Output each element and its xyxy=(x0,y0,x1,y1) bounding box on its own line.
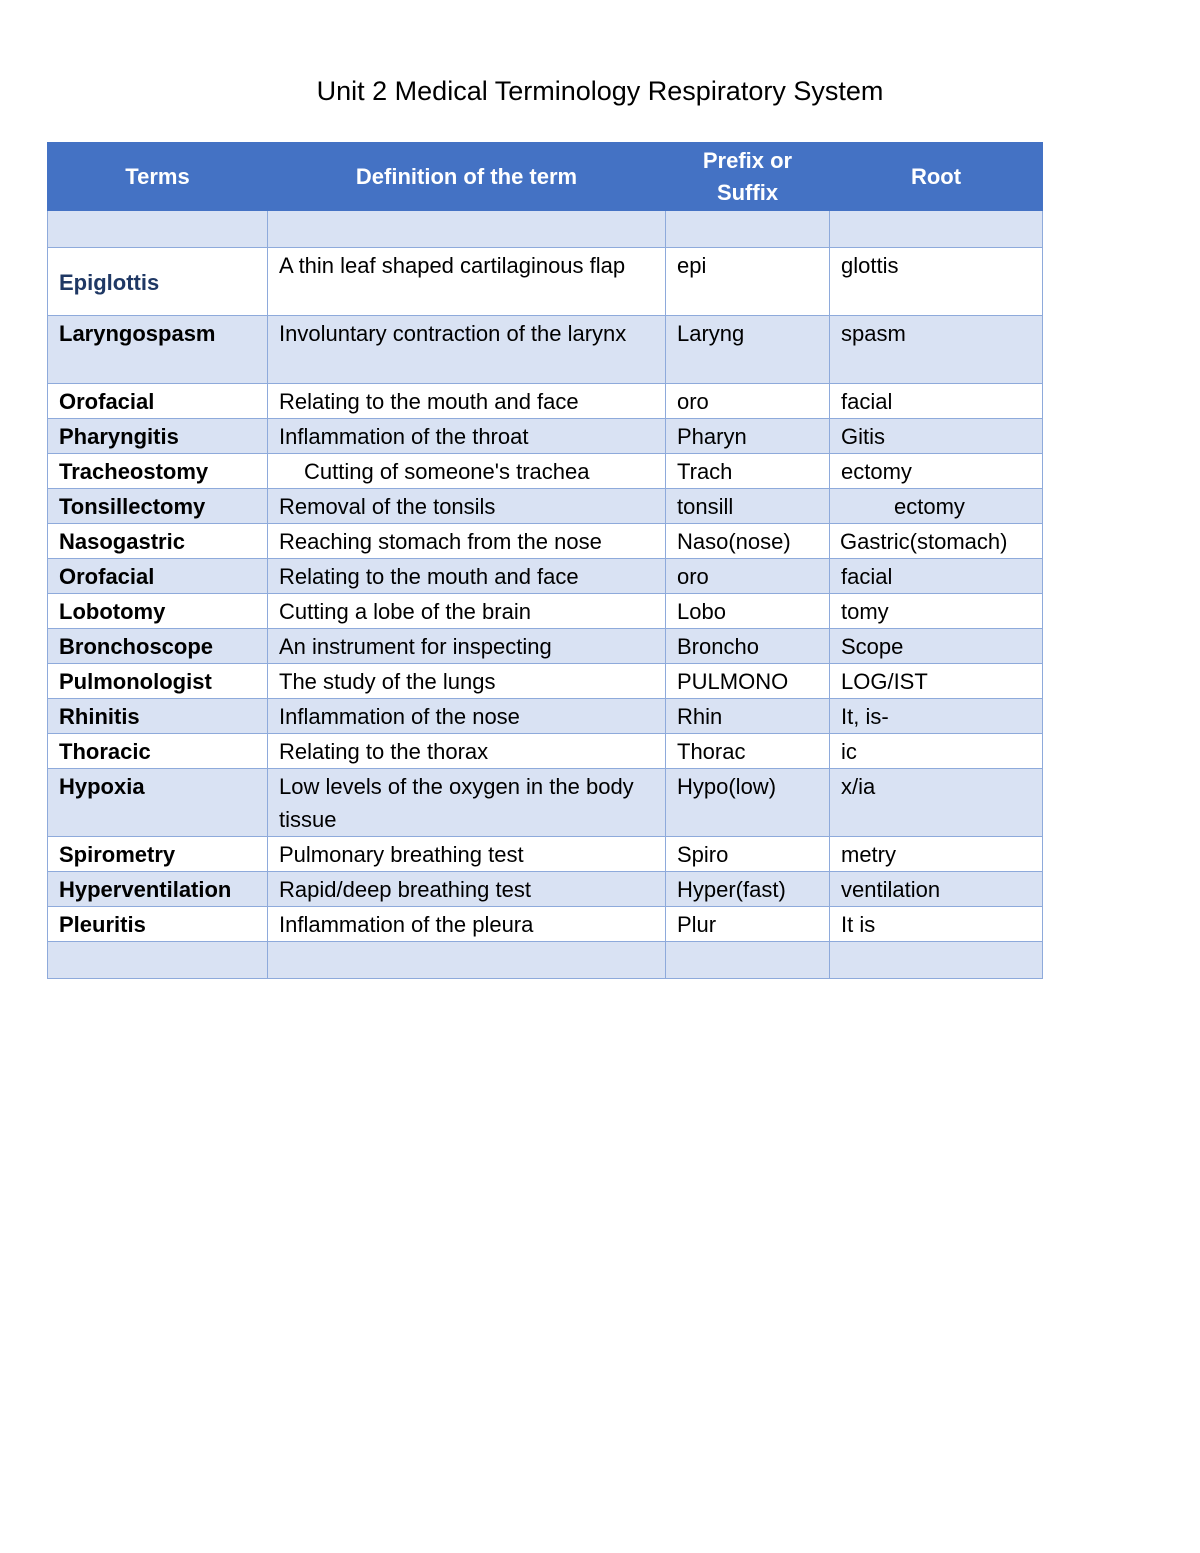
root-cell: ventilation xyxy=(830,872,1043,907)
table-row-empty xyxy=(48,942,1043,979)
term-cell: Nasogastric xyxy=(48,524,268,559)
table-row xyxy=(48,769,1043,837)
root-cell: x/ia xyxy=(830,769,1043,837)
term-cell: Laryngospasm xyxy=(48,316,268,384)
table-row xyxy=(48,489,1043,524)
prefix-cell: oro xyxy=(666,384,830,419)
root-cell: facial xyxy=(830,384,1043,419)
definition-cell: Removal of the tonsils xyxy=(268,489,666,524)
prefix-cell: tonsill xyxy=(666,489,830,524)
definition-cell: The study of the lungs xyxy=(268,664,666,699)
header-definition: Definition of the term xyxy=(268,143,666,211)
table-row xyxy=(48,316,1043,384)
prefix-cell: Pharyn xyxy=(666,419,830,454)
root-cell: LOG/IST xyxy=(830,664,1043,699)
table-cell xyxy=(830,942,1043,979)
document-title: Unit 2 Medical Terminology Respiratory System xyxy=(316,76,884,106)
header-root: Root xyxy=(830,143,1043,211)
root-cell: facial xyxy=(830,559,1043,594)
table-row xyxy=(48,837,1043,872)
term-cell: Tracheostomy xyxy=(48,454,268,489)
prefix-cell: Lobo xyxy=(666,594,830,629)
definition-cell: An instrument for inspecting xyxy=(268,629,666,664)
table-row xyxy=(48,454,1043,489)
definition-cell: Low levels of the oxygen in the body tissue xyxy=(268,769,666,837)
definition-cell: Relating to the mouth and face xyxy=(268,559,666,594)
definition-cell: Involuntary contraction of the larynx xyxy=(268,316,666,384)
definition-cell: Cutting a lobe of the brain xyxy=(268,594,666,629)
term-cell: Orofacial xyxy=(48,384,268,419)
table-cell xyxy=(48,211,268,248)
table-row xyxy=(48,629,1043,664)
definition-cell: Relating to the thorax xyxy=(268,734,666,769)
table-cell xyxy=(666,942,830,979)
table-cell xyxy=(268,942,666,979)
root-cell: ectomy xyxy=(830,489,1043,524)
term-cell: Orofacial xyxy=(48,559,268,594)
root-cell: spasm xyxy=(830,316,1043,384)
term-cell: Thoracic xyxy=(48,734,268,769)
root-cell: Gitis xyxy=(830,419,1043,454)
term-cell: Pleuritis xyxy=(48,907,268,942)
term-cell: Hypoxia xyxy=(48,769,268,837)
definition-cell: Inflammation of the throat xyxy=(268,419,666,454)
table-cell xyxy=(48,942,268,979)
prefix-cell: Laryng xyxy=(666,316,830,384)
term-cell: Lobotomy xyxy=(48,594,268,629)
root-cell: metry xyxy=(830,837,1043,872)
terminology-table xyxy=(47,142,1043,979)
header-prefix-suffix: Prefix or Suffix xyxy=(666,143,830,211)
root-cell: ic xyxy=(830,734,1043,769)
prefix-cell: Trach xyxy=(666,454,830,489)
term-cell: Epiglottis xyxy=(48,248,268,316)
root-cell: tomy xyxy=(830,594,1043,629)
definition-cell: A thin leaf shaped cartilaginous flap xyxy=(268,248,666,316)
term-cell: Bronchoscope xyxy=(48,629,268,664)
definition-cell: Rapid/deep breathing test xyxy=(268,872,666,907)
table-row xyxy=(48,384,1043,419)
definition-cell: Cutting of someone's trachea xyxy=(268,454,666,489)
definition-cell: Pulmonary breathing test xyxy=(268,837,666,872)
root-cell: glottis xyxy=(830,248,1043,316)
table-cell xyxy=(666,211,830,248)
definition-cell: Relating to the mouth and face xyxy=(268,384,666,419)
definition-cell: Inflammation of the pleura xyxy=(268,907,666,942)
table-cell xyxy=(268,211,666,248)
table-row-empty xyxy=(48,211,1043,248)
prefix-cell: Rhin xyxy=(666,699,830,734)
table-row xyxy=(48,907,1043,942)
table-row xyxy=(48,734,1043,769)
term-cell: Tonsillectomy xyxy=(48,489,268,524)
header-terms: Terms xyxy=(48,143,268,211)
definition-cell: Reaching stomach from the nose xyxy=(268,524,666,559)
prefix-cell: PULMONO xyxy=(666,664,830,699)
root-cell: It is xyxy=(830,907,1043,942)
header-row xyxy=(48,143,1043,211)
table-cell xyxy=(830,211,1043,248)
table-row xyxy=(48,248,1043,316)
prefix-cell: Plur xyxy=(666,907,830,942)
definition-cell: Inflammation of the nose xyxy=(268,699,666,734)
table-row xyxy=(48,872,1043,907)
table-row xyxy=(48,559,1043,594)
term-cell: Spirometry xyxy=(48,837,268,872)
term-cell: Pulmonologist xyxy=(48,664,268,699)
term-cell: Pharyngitis xyxy=(48,419,268,454)
root-cell: It, is- xyxy=(830,699,1043,734)
prefix-cell: oro xyxy=(666,559,830,594)
prefix-cell: Hypo(low) xyxy=(666,769,830,837)
term-cell: Rhinitis xyxy=(48,699,268,734)
table-row xyxy=(48,594,1043,629)
root-cell: Gastric(stomach) xyxy=(830,524,1043,559)
root-cell: Scope xyxy=(830,629,1043,664)
root-cell: ectomy xyxy=(830,454,1043,489)
term-cell: Hyperventilation xyxy=(48,872,268,907)
table-row xyxy=(48,699,1043,734)
prefix-cell: Spiro xyxy=(666,837,830,872)
prefix-cell: Thorac xyxy=(666,734,830,769)
table-row xyxy=(48,524,1043,559)
table-row xyxy=(48,664,1043,699)
prefix-cell: epi xyxy=(666,248,830,316)
prefix-cell: Naso(nose) xyxy=(666,524,830,559)
table-row xyxy=(48,419,1043,454)
prefix-cell: Hyper(fast) xyxy=(666,872,830,907)
prefix-cell: Broncho xyxy=(666,629,830,664)
